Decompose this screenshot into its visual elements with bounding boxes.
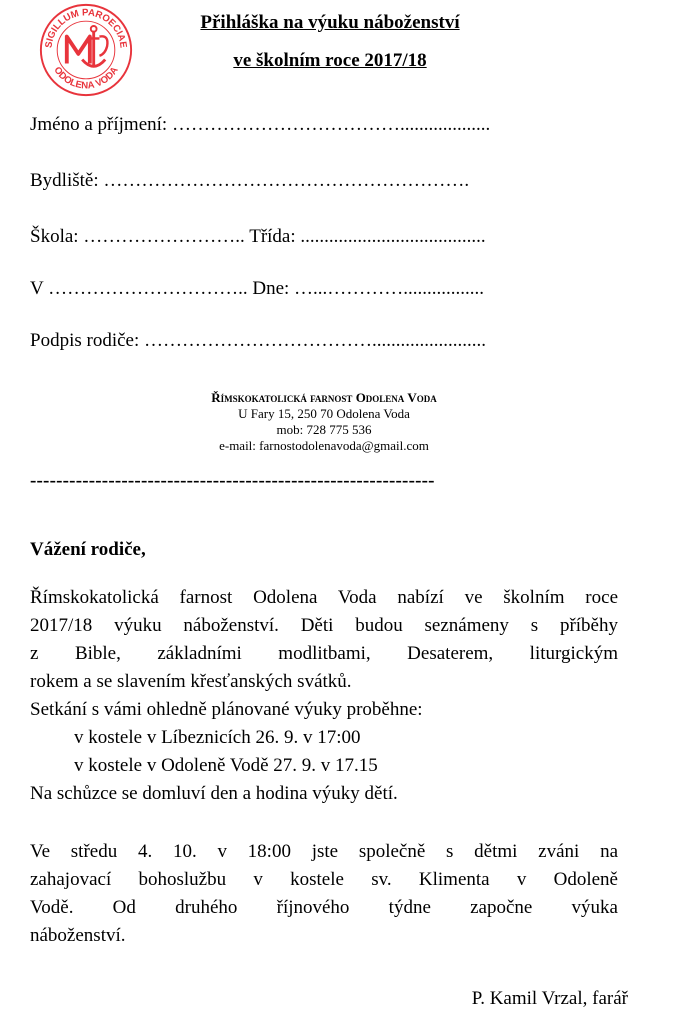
parish-seal-logo bbox=[38, 2, 134, 98]
letter-paragraph-1 bbox=[30, 584, 618, 808]
seal-bottom-text: ODOLENA VODA bbox=[51, 65, 121, 92]
seal-top-text: SIGILLUM PAROECIAE bbox=[43, 7, 129, 49]
meeting-item-odolena-voda: v kostele v Odoleně Vodě 27. 9. v 17.15 bbox=[74, 755, 378, 776]
meeting-item-libeznice: v kostele v Líbeznicích 26. 9. v 17:00 bbox=[74, 727, 361, 748]
paragraph-line: náboženství. bbox=[30, 925, 126, 946]
paragraph-line: 2017/18 výuku náboženství. Děti budou seznámeny s příběhy bbox=[30, 615, 618, 636]
paragraph-line: zahajovací bohoslužbu v kostele sv. Klimenta v Odoleně bbox=[30, 869, 618, 890]
letter-greeting: Vážení rodiče, bbox=[30, 539, 146, 560]
form-title: Přihláška na výuku náboženství bbox=[200, 12, 460, 33]
paragraph-line: rokem a se slavením křesťanských svátků. bbox=[30, 671, 352, 692]
address-field: Bydliště: …………………………………………………. bbox=[30, 170, 470, 191]
school-class-field: Škola: …………………….. Třída: ....................................... bbox=[30, 226, 486, 247]
paragraph-line: Vodě. Od druhého říjnového týdne započne výuka bbox=[30, 897, 618, 918]
paragraph-line: Ve středu 4. 10. v 18:00 jste společně s dětmi zváni na bbox=[30, 841, 618, 862]
priest-signature: P. Kamil Vrzal, farář bbox=[471, 988, 628, 1009]
meeting-note: Na schůzce se domluví den a hodina výuky dětí. bbox=[30, 783, 398, 804]
cut-line-separator: -------------------------------------------------------------- bbox=[30, 470, 435, 491]
letter-paragraph-2 bbox=[30, 838, 618, 950]
parish-address: U Fary 15, 250 70 Odolena Voda bbox=[238, 406, 410, 421]
parish-contact bbox=[100, 390, 548, 454]
parent-signature-field: Podpis rodiče: ………………………………........................ bbox=[30, 330, 486, 351]
paragraph-line: z Bible, základními modlitbami, Desaterem, liturgickým bbox=[30, 643, 618, 664]
form-subtitle: ve školním roce 2017/18 bbox=[233, 50, 427, 71]
meeting-intro: Setkání s vámi ohledně plánované výuky proběhne: bbox=[30, 699, 423, 720]
paragraph-line: Římskokatolická farnost Odolena Voda nabízí ve školním roce bbox=[30, 587, 618, 608]
parish-email: e-mail: farnostodolenavoda@gmail.com bbox=[219, 438, 429, 453]
parish-name: Římskokatolická farnost Odolena Voda bbox=[211, 390, 437, 405]
parish-phone: mob: 728 775 536 bbox=[276, 422, 372, 437]
name-field: Jméno a příjmení: ………………………………................... bbox=[30, 114, 491, 135]
place-date-field: V ………………………….. Dne: …...…………................. bbox=[30, 278, 485, 299]
